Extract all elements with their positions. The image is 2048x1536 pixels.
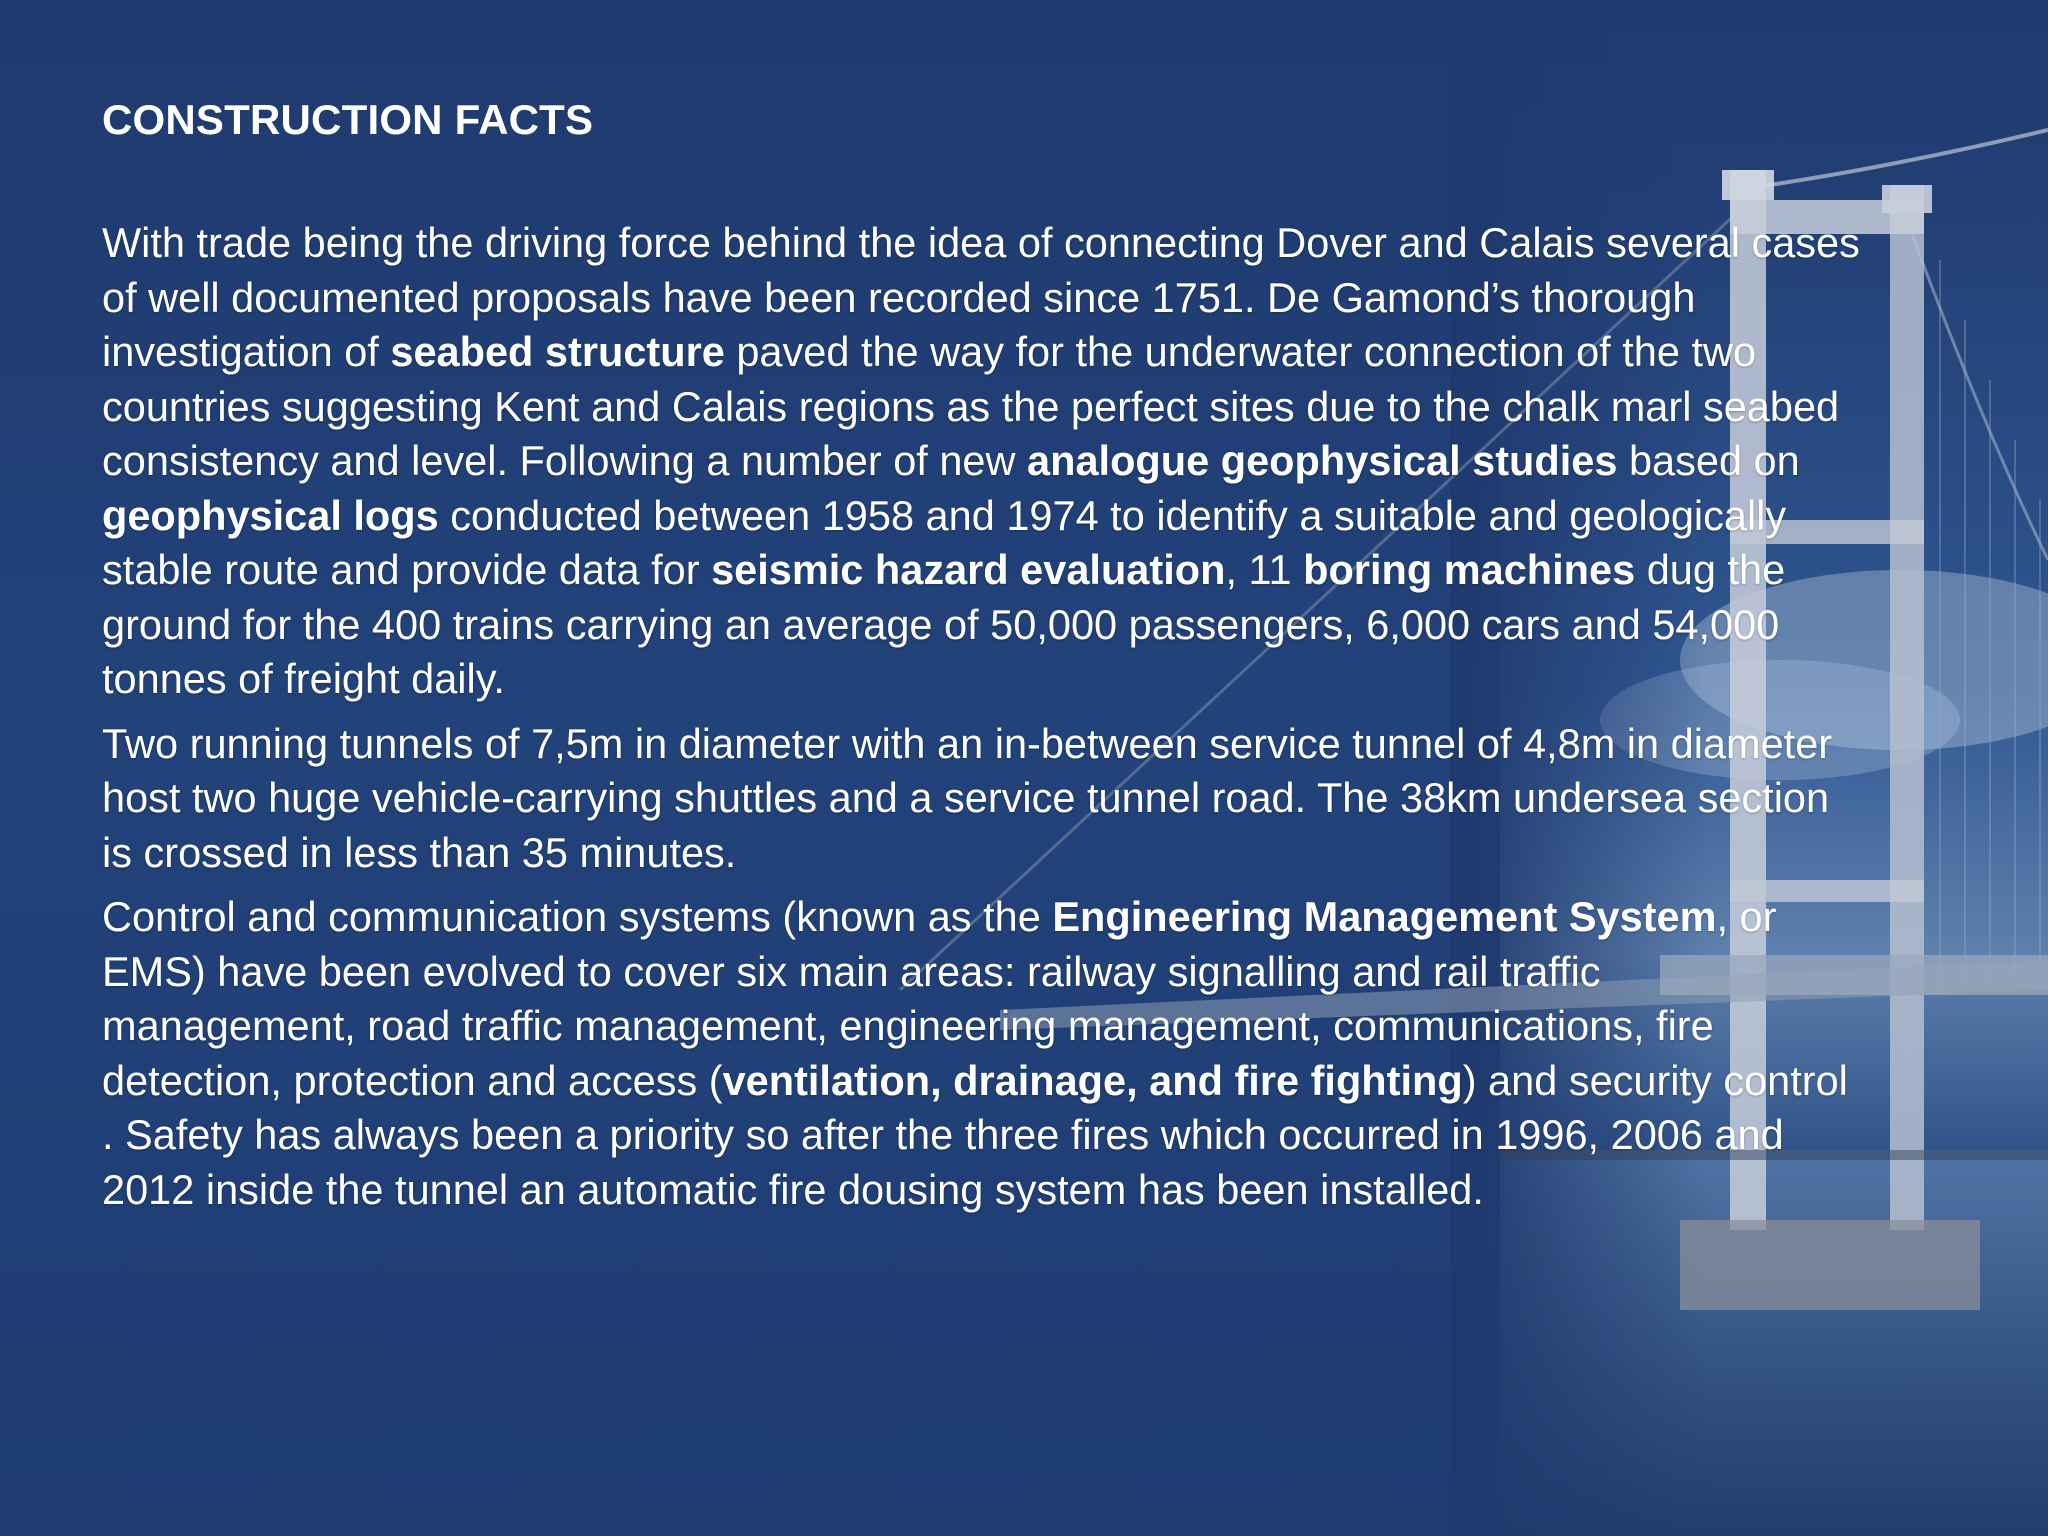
slide-content: [102, 92, 1862, 1227]
text-run: paved the way for the underwater connection of the two countries suggesting Kent and Calais regions as the perfect sites due to the chalk marl seabed consistency and level. Following a number of new: [102, 328, 1840, 484]
bold-term: analogue geophysical studies: [1027, 437, 1618, 484]
paragraph-3: [102, 890, 1862, 1217]
slide-body-text: [102, 216, 1862, 1217]
bold-term: seabed structure: [390, 328, 725, 375]
bold-term: Engineering Management System: [1052, 893, 1717, 940]
bold-term: boring machines: [1303, 546, 1636, 593]
text-run: dug the ground for the 400 trains carrying an average of 50,000 passengers, 6,000 cars and 54,000 tonnes of freight daily.: [102, 546, 1786, 702]
paragraph-1: [102, 216, 1862, 707]
text-run: based on: [1617, 437, 1800, 484]
text-run: ) and security control . Safety has always been a priority so after the three fires which occurred in 1996, 2006 and 2012 inside the tunnel an automatic fire dousing system has been installed.: [102, 1056, 1848, 1213]
text-run: With trade being the driving force behind the idea of connecting Dover and Calais several cases of well documented proposals have been recorded since 1751. De Gamond’s thorough investigation of: [102, 219, 1860, 375]
bold-term: geophysical logs: [102, 491, 439, 539]
text-run: , or EMS) have been evolved to cover six main areas: railway signalling and rail traffic management, road traffic management, engineering management, communications, fire detection, protection and access (: [102, 893, 1777, 1104]
text-run: , 11: [1225, 546, 1304, 593]
bold-term: seismic hazard evaluation: [711, 546, 1226, 593]
text-run: Two running tunnels of 7,5m in diameter with an in-between service tunnel of 4,8m in diameter host two huge vehicle-carrying shuttles and a service tunnel road. The 38km undersea section is crossed in less than 35 minutes.: [102, 719, 1833, 876]
slide-title: CONSTRUCTION FACTS: [102, 96, 594, 143]
bold-term: ventilation, drainage, and fire fighting: [722, 1056, 1463, 1104]
paragraph-2: [102, 717, 1862, 881]
text-run: Control and communication systems (known as the: [102, 893, 1053, 940]
text-run: conducted between 1958 and 1974 to identify a suitable and geologically stable route and provide data for: [102, 491, 1787, 593]
